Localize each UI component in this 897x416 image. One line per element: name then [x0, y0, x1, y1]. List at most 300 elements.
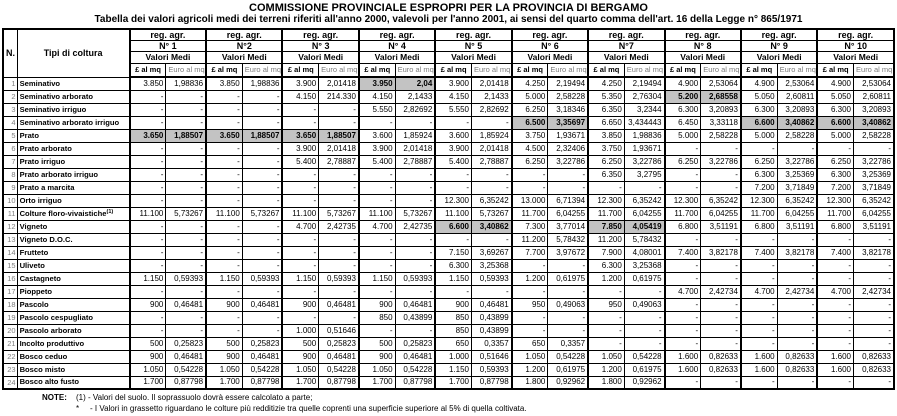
row-number: 16 — [3, 272, 17, 285]
value-cell: 900 — [282, 350, 318, 363]
value-cell: 2,60811 — [854, 90, 894, 103]
value-cell: - — [512, 285, 548, 298]
value-cell: - — [166, 103, 206, 116]
value-cell: 5.000 — [512, 90, 548, 103]
value-cell: - — [319, 168, 359, 181]
value-cell: 4.700 — [741, 285, 777, 298]
value-cell: 3,71849 — [854, 181, 894, 194]
value-cell: 2,1433 — [395, 90, 435, 103]
value-cell: 900 — [435, 298, 471, 311]
table-body — [3, 77, 894, 389]
value-cell: 5,78432 — [624, 233, 664, 246]
row-number: 3 — [3, 103, 17, 116]
crop-label: Pascolo arborato — [17, 324, 130, 337]
value-cell: - — [435, 233, 471, 246]
value-cell: - — [282, 285, 318, 298]
value-cell: 11.700 — [741, 207, 777, 220]
crop-label: Prato a marcita — [17, 181, 130, 194]
value-cell: 5.000 — [665, 129, 701, 142]
value-cell: 650 — [435, 337, 471, 350]
value-cell: - — [471, 285, 511, 298]
euro-unit-header: Euro al mq — [395, 64, 435, 78]
value-cell: 3,20893 — [701, 103, 741, 116]
row-number: 10 — [3, 194, 17, 207]
crop-label: Colture floro-vivaistiche$^{(1)}$ — [17, 207, 130, 220]
value-cell: - — [395, 259, 435, 272]
header-row-reg-agr — [3, 29, 894, 41]
region-header-label: reg. agr. — [817, 29, 894, 41]
value-cell: 6.250 — [665, 155, 701, 168]
value-cell: 3,2795 — [624, 168, 664, 181]
value-cell: 650 — [512, 337, 548, 350]
value-cell: - — [130, 181, 166, 194]
table-row — [3, 207, 894, 220]
value-cell: 7.400 — [817, 246, 853, 259]
value-cell: - — [206, 103, 242, 116]
value-cell: - — [777, 337, 817, 350]
value-cell: 6.800 — [665, 220, 701, 233]
value-cell: 5.000 — [741, 129, 777, 142]
value-cell: - — [741, 298, 777, 311]
table-row — [3, 311, 894, 324]
value-cell: 3,25369 — [777, 168, 817, 181]
value-cell: 0,59393 — [471, 363, 511, 376]
value-cell: 2,01418 — [395, 142, 435, 155]
value-cell: 500 — [130, 337, 166, 350]
value-cell: 0,46481 — [471, 298, 511, 311]
value-cell: 3,33118 — [701, 116, 741, 129]
value-cell: - — [242, 259, 282, 272]
value-cell: 1.600 — [741, 363, 777, 376]
col-header-number: N. — [3, 29, 17, 77]
value-cell: 850 — [435, 324, 471, 337]
value-cell: 0,61975 — [548, 363, 588, 376]
value-cell: 6.250 — [512, 103, 548, 116]
value-cell: - — [854, 233, 894, 246]
value-cell: - — [665, 168, 701, 181]
region-header-number: N° 1 — [130, 41, 206, 52]
value-cell: - — [319, 233, 359, 246]
valori-medi-header: Valori Medi — [435, 52, 511, 64]
value-cell: - — [206, 324, 242, 337]
notes-heading: NOTE: — [42, 393, 67, 402]
value-cell: 3.850 — [130, 77, 166, 90]
value-cell: - — [777, 311, 817, 324]
value-cell: 1.050 — [512, 350, 548, 363]
row-number: 8 — [3, 168, 17, 181]
crop-label: Prato irriguo — [17, 155, 130, 168]
region-header-number: N° 9 — [741, 41, 817, 52]
value-cell: 1,88507 — [319, 129, 359, 142]
value-cell: 2,76304 — [624, 90, 664, 103]
table-row — [3, 220, 894, 233]
value-cell: 1,93671 — [624, 142, 664, 155]
value-cell: 11.100 — [359, 207, 395, 220]
row-number: 24 — [3, 376, 17, 389]
table-row — [3, 103, 894, 116]
value-cell: - — [665, 259, 701, 272]
value-cell: 0,87798 — [166, 376, 206, 389]
value-cell: 4.250 — [512, 77, 548, 90]
lire-unit-header: £ al mq — [665, 64, 701, 78]
value-cell: 0,43899 — [395, 311, 435, 324]
crop-label: Seminativo — [17, 77, 130, 90]
value-cell: 0,82633 — [854, 350, 894, 363]
value-cell: - — [130, 324, 166, 337]
value-cell: - — [130, 103, 166, 116]
value-cell: 2,42734 — [777, 285, 817, 298]
value-cell: - — [817, 298, 853, 311]
value-cell: 2,19494 — [548, 77, 588, 90]
lire-unit-header: £ al mq — [588, 64, 624, 78]
value-cell: - — [854, 324, 894, 337]
crop-label: Seminativo arborato irriguo — [17, 116, 130, 129]
value-cell: - — [395, 181, 435, 194]
value-cell: 2,68558 — [701, 90, 741, 103]
value-cell: 3.600 — [359, 129, 395, 142]
value-cell: 6.350 — [588, 168, 624, 181]
value-cell: - — [777, 272, 817, 285]
value-cell: - — [282, 116, 318, 129]
value-cell: - — [206, 285, 242, 298]
value-cell: - — [130, 142, 166, 155]
value-cell: 0,54228 — [319, 363, 359, 376]
value-cell: - — [817, 311, 853, 324]
value-cell: 0,59393 — [242, 272, 282, 285]
col-header-crop-type: Tipi di coltura — [17, 29, 130, 77]
row-number: 6 — [3, 142, 17, 155]
value-cell: - — [471, 168, 511, 181]
value-cell: 7.400 — [741, 246, 777, 259]
value-cell: - — [130, 246, 166, 259]
euro-unit-header: Euro al mq — [166, 64, 206, 78]
value-cell: 2,42735 — [319, 220, 359, 233]
table-row — [3, 272, 894, 285]
value-cell: - — [242, 311, 282, 324]
value-cell: 0,46481 — [395, 298, 435, 311]
value-cell: 1.150 — [206, 272, 242, 285]
value-cell: 6,04255 — [548, 207, 588, 220]
value-cell: 3.850 — [206, 77, 242, 90]
value-cell: 2,82692 — [471, 103, 511, 116]
crop-label: Bosco ceduo — [17, 350, 130, 363]
crop-label: Pioppeto — [17, 285, 130, 298]
value-cell: - — [130, 311, 166, 324]
value-cell: 4.700 — [282, 220, 318, 233]
value-cell: 0,61975 — [624, 272, 664, 285]
row-number: 19 — [3, 311, 17, 324]
table-row — [3, 350, 894, 363]
valori-medi-header: Valori Medi — [512, 52, 588, 64]
value-cell: 3.750 — [588, 142, 624, 155]
value-cell: 5,73267 — [242, 207, 282, 220]
value-cell: - — [282, 259, 318, 272]
lire-unit-header: £ al mq — [206, 64, 242, 78]
table-row — [3, 168, 894, 181]
value-cell: 1.200 — [588, 363, 624, 376]
value-cell: - — [130, 233, 166, 246]
value-cell: 6,04255 — [777, 207, 817, 220]
value-cell: 3.900 — [435, 77, 471, 90]
value-cell: 3.900 — [282, 142, 318, 155]
value-cell: 7.150 — [435, 246, 471, 259]
value-cell: 4.150 — [435, 90, 471, 103]
value-cell: 2,01418 — [319, 77, 359, 90]
value-cell: 1,98836 — [242, 77, 282, 90]
value-cell: 1.150 — [282, 272, 318, 285]
value-cell: 5.550 — [359, 103, 395, 116]
value-cell: 11.100 — [130, 207, 166, 220]
value-cell: 4.900 — [741, 77, 777, 90]
value-cell: 1.050 — [588, 350, 624, 363]
value-cell: - — [282, 233, 318, 246]
value-cell: 0,54228 — [242, 363, 282, 376]
value-cell: 950 — [512, 298, 548, 311]
euro-unit-header: Euro al mq — [624, 64, 664, 78]
value-cell: 900 — [206, 350, 242, 363]
value-cell: - — [395, 233, 435, 246]
valori-medi-header: Valori Medi — [130, 52, 206, 64]
value-cell: 4,05419 — [624, 220, 664, 233]
value-cell: 11.100 — [206, 207, 242, 220]
lire-unit-header: £ al mq — [435, 64, 471, 78]
euro-unit-header: Euro al mq — [242, 64, 282, 78]
value-cell: 2,1433 — [471, 90, 511, 103]
value-cell: 0,49063 — [624, 298, 664, 311]
value-cell: 2,58228 — [854, 129, 894, 142]
value-cell: - — [435, 181, 471, 194]
value-cell: 0,82633 — [777, 363, 817, 376]
region-header-label: reg. agr. — [512, 29, 588, 41]
value-cell: 3,71849 — [777, 181, 817, 194]
value-cell: - — [242, 220, 282, 233]
value-cell: 11.700 — [817, 207, 853, 220]
value-cell: - — [777, 376, 817, 389]
crop-label: Prato arborato — [17, 142, 130, 155]
value-cell: - — [242, 155, 282, 168]
row-number: 13 — [3, 233, 17, 246]
value-cell: - — [166, 90, 206, 103]
value-cell: 1.050 — [359, 363, 395, 376]
value-cell: 6,35242 — [701, 194, 741, 207]
value-cell: 0,46481 — [166, 298, 206, 311]
row-number: 7 — [3, 155, 17, 168]
value-cell: - — [701, 142, 741, 155]
table-row — [3, 194, 894, 207]
value-cell: 1.700 — [130, 376, 166, 389]
value-cell: 0,87798 — [319, 376, 359, 389]
table-row — [3, 259, 894, 272]
value-cell: 1.050 — [130, 363, 166, 376]
value-cell: 5.400 — [359, 155, 395, 168]
value-cell: - — [282, 311, 318, 324]
value-cell: - — [242, 142, 282, 155]
value-cell: - — [359, 116, 395, 129]
value-cell: 0,54228 — [166, 363, 206, 376]
value-cell: - — [166, 233, 206, 246]
value-cell: 3,82178 — [777, 246, 817, 259]
value-cell: 0,92962 — [624, 376, 664, 389]
value-cell: 5.000 — [817, 129, 853, 142]
value-cell: 6.300 — [817, 103, 853, 116]
value-cell: 4.700 — [817, 285, 853, 298]
value-cell: - — [854, 142, 894, 155]
valori-medi-header: Valori Medi — [282, 52, 358, 64]
region-header-number: N° 5 — [435, 41, 511, 52]
value-cell: - — [166, 285, 206, 298]
value-cell: 3.900 — [282, 77, 318, 90]
value-cell: 1.600 — [665, 363, 701, 376]
region-header-number: N°7 — [588, 41, 664, 52]
table-row — [3, 142, 894, 155]
value-cell: 3.650 — [130, 129, 166, 142]
value-cell: 0,51646 — [471, 350, 511, 363]
value-cell: - — [701, 324, 741, 337]
value-cell: 2,01418 — [471, 77, 511, 90]
value-cell: 6.600 — [435, 220, 471, 233]
value-cell: 0,82633 — [701, 350, 741, 363]
value-cell: - — [206, 233, 242, 246]
value-cell: 900 — [206, 298, 242, 311]
value-cell: - — [701, 181, 741, 194]
value-cell: 0,59393 — [166, 272, 206, 285]
value-cell: 6.600 — [817, 116, 853, 129]
value-cell: 12.300 — [665, 194, 701, 207]
region-header-label: reg. agr. — [206, 29, 282, 41]
value-cell: - — [741, 324, 777, 337]
value-cell: 3,25368 — [471, 259, 511, 272]
value-cell: 0,46481 — [242, 350, 282, 363]
value-cell: 3.900 — [359, 142, 395, 155]
value-cell: - — [319, 246, 359, 259]
value-cell: 5.200 — [665, 90, 701, 103]
region-header-label: reg. agr. — [588, 29, 664, 41]
crop-label: Seminativo irriguo — [17, 103, 130, 116]
crop-label: Bosco alto fusto — [17, 376, 130, 389]
value-cell: 1.700 — [435, 376, 471, 389]
value-cell: 3,2344 — [624, 103, 664, 116]
value-cell: - — [166, 324, 206, 337]
value-cell: 6,04255 — [624, 207, 664, 220]
value-cell: 6.300 — [588, 259, 624, 272]
value-cell: - — [282, 103, 318, 116]
euro-unit-header: Euro al mq — [319, 64, 359, 78]
value-cell: 2,58228 — [777, 129, 817, 142]
value-cell: 0,46481 — [319, 350, 359, 363]
value-cell: - — [777, 298, 817, 311]
table-row — [3, 116, 894, 129]
value-cell: 3,82178 — [701, 246, 741, 259]
region-header-number: N° 4 — [359, 41, 435, 52]
value-cell: 1,88507 — [166, 129, 206, 142]
value-cell: - — [166, 311, 206, 324]
value-cell: - — [624, 181, 664, 194]
value-cell: 11.700 — [588, 207, 624, 220]
value-cell: 0,82633 — [777, 350, 817, 363]
value-cell: 4.150 — [282, 90, 318, 103]
value-cell: - — [817, 337, 853, 350]
value-cell: 0,61975 — [624, 363, 664, 376]
region-header-label: reg. agr. — [282, 29, 358, 41]
value-cell: - — [242, 285, 282, 298]
value-cell: 2,78887 — [471, 155, 511, 168]
lire-unit-header: £ al mq — [817, 64, 853, 78]
value-cell: - — [817, 272, 853, 285]
value-cell: - — [701, 376, 741, 389]
value-cell: 0,25823 — [242, 337, 282, 350]
value-cell: 2,42734 — [854, 285, 894, 298]
note-1-text: (1) - Valori del suolo. Il soprassuolo dovrà essere calcolato a parte; — [76, 393, 313, 402]
value-cell: 6,35242 — [624, 194, 664, 207]
value-cell: 2,04 — [395, 77, 435, 90]
value-cell: 950 — [588, 298, 624, 311]
table-row — [3, 129, 894, 142]
value-cell: 1,88507 — [242, 129, 282, 142]
value-cell: 5,73267 — [395, 207, 435, 220]
value-cell: 3,20893 — [777, 103, 817, 116]
lire-unit-header: £ al mq — [359, 64, 395, 78]
value-cell: 0,25823 — [166, 337, 206, 350]
value-cell: - — [206, 220, 242, 233]
value-cell: 900 — [359, 298, 395, 311]
value-cell: - — [701, 337, 741, 350]
value-cell: - — [130, 220, 166, 233]
value-cell: 1.600 — [817, 350, 853, 363]
value-cell: - — [130, 259, 166, 272]
value-cell: - — [206, 259, 242, 272]
value-cell: 5,73267 — [471, 207, 511, 220]
value-cell: 3.850 — [588, 129, 624, 142]
value-cell: 0,82633 — [854, 363, 894, 376]
value-cell: 214.330 — [319, 90, 359, 103]
value-cell: 6.300 — [665, 103, 701, 116]
value-cell: 6.250 — [588, 155, 624, 168]
value-cell: - — [817, 324, 853, 337]
value-cell: - — [548, 324, 588, 337]
value-cell: 2,42735 — [395, 220, 435, 233]
value-cell: - — [665, 181, 701, 194]
value-cell: 2,19494 — [624, 77, 664, 90]
value-cell: 6.300 — [741, 103, 777, 116]
region-header-label: reg. agr. — [359, 29, 435, 41]
value-cell: 11.100 — [435, 207, 471, 220]
value-cell: 3,25369 — [854, 168, 894, 181]
value-cell: 5,73267 — [319, 207, 359, 220]
value-cell: - — [471, 181, 511, 194]
value-cell: 3,22786 — [701, 155, 741, 168]
table-row — [3, 285, 894, 298]
value-cell: - — [359, 181, 395, 194]
value-cell: - — [319, 285, 359, 298]
value-cell: 1,85924 — [471, 129, 511, 142]
crop-label: Prato — [17, 129, 130, 142]
value-cell: 6,35242 — [777, 194, 817, 207]
crop-label: Incolto produttivo — [17, 337, 130, 350]
value-cell: 1,98836 — [624, 129, 664, 142]
value-cell: - — [701, 272, 741, 285]
value-cell: 3.750 — [512, 129, 548, 142]
value-cell: 2,01418 — [319, 142, 359, 155]
value-cell: 3,77014 — [548, 220, 588, 233]
value-cell: - — [206, 168, 242, 181]
row-number: 22 — [3, 350, 17, 363]
value-cell: 1,98836 — [166, 77, 206, 90]
value-cell: - — [359, 324, 395, 337]
value-cell: - — [624, 311, 664, 324]
value-cell: 0,61975 — [548, 272, 588, 285]
region-header-label: reg. agr. — [435, 29, 511, 41]
value-cell: - — [588, 285, 624, 298]
